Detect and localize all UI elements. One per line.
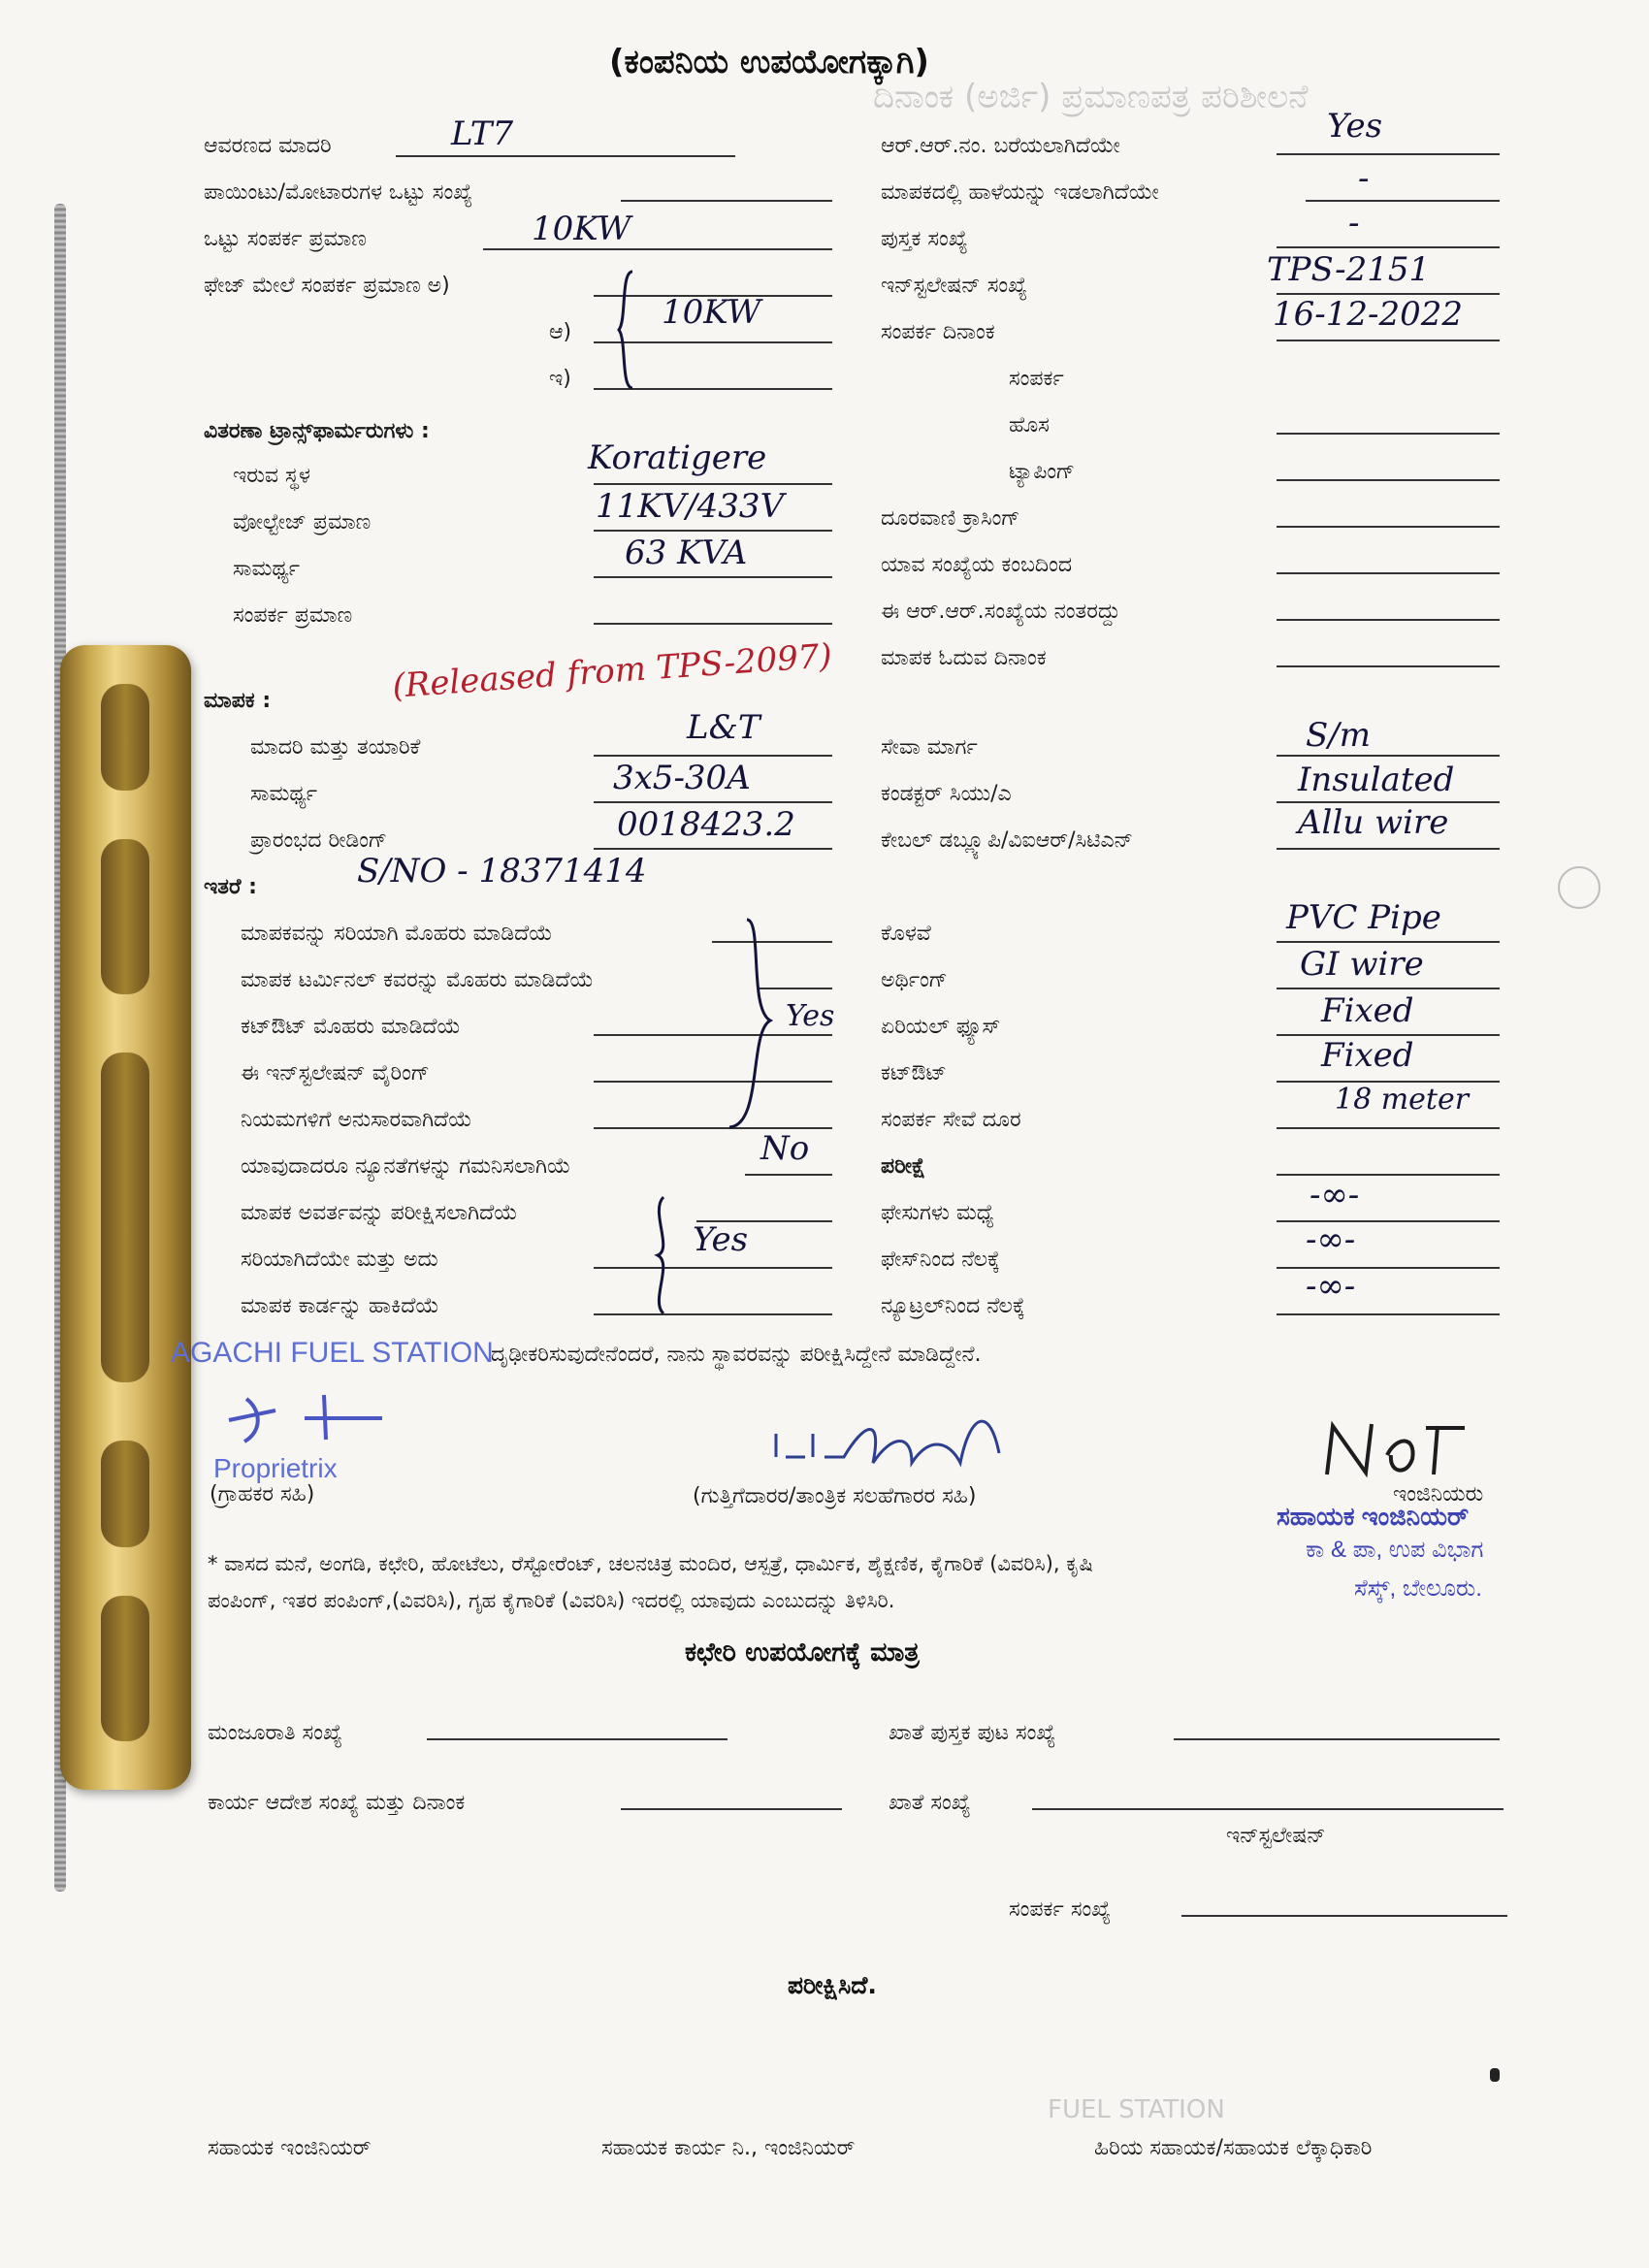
total-load-value: 10KW bbox=[532, 210, 631, 248]
cutout-label: ಕಟ್‌ಔಟ್ bbox=[881, 1061, 947, 1085]
footer-assistant-exec-engineer: ಸಹಾಯಕ ಕಾರ್ಯ ನಿ., ಇಂಜಿನಿಯರ್ bbox=[601, 2136, 856, 2160]
rules-label: ನಿಯಮಗಳಿಗೆ ಅನುಸಾರವಾಗಿದೆಯೆ bbox=[241, 1108, 472, 1132]
fuel-station-stamp: AGACHI FUEL STATION bbox=[171, 1337, 494, 1369]
ae-stamp-subdivision: ಕಾ & ಪಾ, ಉಪ ವಿಭಾಗ bbox=[1306, 1537, 1484, 1563]
rr-label: ಆರ್.ಆರ್.ನಂ. ಬರೆಯಲಾಗಿದೆಯೇ bbox=[881, 134, 1120, 158]
voltage-value: 11KV/433V bbox=[596, 487, 785, 526]
yes-value: Yes bbox=[786, 999, 835, 1033]
earthing-label: ಅರ್ಥಿಂಗ್ bbox=[881, 968, 948, 992]
verified-label: ಪರೀಕ್ಷಿಸಿದೆ. bbox=[788, 1971, 877, 1999]
meter-capacity-value: 3x5-30A bbox=[613, 759, 751, 797]
contractor-sign-label: (ಗುತ್ತಿಗೆದಾರರ/ತಾಂತ್ರಿಕ ಸಲಹೆಗಾರರ ಸಹಿ) bbox=[693, 1484, 977, 1508]
card-label: ಮಾಪಕ ಕಾರ್ಡನ್ನು ಹಾಕಿದೆಯೆ bbox=[241, 1294, 439, 1318]
aerial-fuse-value: Fixed bbox=[1321, 991, 1414, 1030]
model-value: LT7 bbox=[451, 114, 514, 153]
transformer-section-label: ವಿತರಣಾ ಟ್ರಾನ್ಸ್‌ಫಾರ್ಮರುಗಳು : bbox=[204, 419, 430, 443]
make-label: ಮಾದರಿ ಮತ್ತು ತಯಾರಿಕೆ bbox=[250, 735, 421, 760]
defects-value: No bbox=[760, 1129, 810, 1168]
between-phases-value: -∞- bbox=[1310, 1176, 1360, 1215]
meter-sheet-value: - bbox=[1358, 159, 1370, 198]
cable-label: ಕೇಬಲ್ ಡಬ್ಲ್ಯೂಪಿ/ವಿಐಆರ್/ಸಿಟಿಎನ್ bbox=[881, 828, 1134, 853]
installation-value: TPS-2151 bbox=[1267, 250, 1431, 289]
brace-mark bbox=[644, 1191, 683, 1317]
ink-dot bbox=[1490, 2068, 1500, 2082]
cable-value: Allu wire bbox=[1298, 803, 1449, 842]
test-label: ಪರೀಕ್ಷೆ bbox=[881, 1154, 926, 1179]
seal-label: ಮಾಪಕವನ್ನು ಸರಿಯಾಗಿ ಮೊಹರು ಮಾಡಿದೆಯೆ bbox=[241, 922, 553, 946]
phase-value: 10KW bbox=[662, 293, 761, 332]
phase-earth-value: -∞- bbox=[1306, 1220, 1356, 1259]
location-value: Koratigere bbox=[588, 438, 767, 477]
footer-accounts-officer: ಹಿರಿಯ ಸಹಾಯಕ/ಸಹಾಯಕ ಲೆಕ್ಕಾಧಿಕಾರಿ bbox=[1094, 2136, 1373, 2160]
installation-label: ಇನ್‌ಸ್ಟಲೇಷನ್ ಸಂಖ್ಯೆ bbox=[881, 274, 1028, 298]
form-title: (ಕಂಪನಿಯ ಉಪಯೋಗಕ್ಕಾಗಿ) bbox=[609, 43, 929, 81]
released-note: (Released from TPS-2097) bbox=[391, 636, 833, 706]
ae-stamp-place: ಸೆಸ್ಕ್, ಬೇಲೂರು. bbox=[1354, 1575, 1482, 1602]
service-distance-label: ಸಂಪರ್ಕ ಸೇವೆ ದೂರ bbox=[881, 1108, 1021, 1132]
phase-a-label: ಫೇಜ್ ಮೇಲೆ ಸಂಪರ್ಕ ಪ್ರಮಾಣ ಅ) bbox=[204, 274, 450, 298]
phase-earth-label: ಫೇಸ್‌ನಿಂದ ನೆಲಕ್ಕೆ bbox=[881, 1247, 1000, 1272]
engineer-sign-label: ಇಂಜಿನಿಯರು bbox=[1393, 1482, 1484, 1507]
correct-label: ಸರಿಯಾಗಿದೆಯೇ ಮತ್ತು ಅದು bbox=[241, 1247, 438, 1272]
aerial-fuse-label: ಏರಿಯಲ್ ಫ್ಯೂಸ್ bbox=[881, 1015, 1001, 1039]
initial-reading-label: ಪ್ರಾರಂಭದ ರೀಡಿಂಗ್ bbox=[250, 828, 388, 853]
phone-crossing-label: ದೂರವಾಣಿ ಕ್ರಾಸಿಂಗ್ bbox=[881, 506, 1020, 531]
office-use-title: ಕಛೇರಿ ಉಪಯೋಗಕ್ಕೆ ಮಾತ್ರ bbox=[685, 1637, 920, 1668]
after-rr-label: ಈ ಆರ್.ಆರ್.ಸಂಖ್ಯೆಯ ನಂತರದ್ದು bbox=[881, 599, 1121, 624]
points-label: ಪಾಯಿಂಟು/ಮೋಟಾರುಗಳ ಒಟ್ಟು ಸಂಖ್ಯೆ bbox=[204, 180, 473, 205]
neutral-earth-label: ನ್ಯೂಟ್ರಲ್‌ನಿಂದ ನೆಲಕ್ಕೆ bbox=[881, 1294, 1025, 1318]
ae-stamp: ಸಹಾಯಕ ಇಂಜಿನಿಯರ್ bbox=[1277, 1502, 1470, 1531]
connection-number-label: ಸಂಪರ್ಕ ಸಂಖ್ಯೆ bbox=[1009, 1897, 1112, 1922]
bleed-through-stamp: FUEL STATION bbox=[1048, 2095, 1225, 2124]
voltage-label: ವೋಲ್ಟೇಜ್ ಪ್ರಮಾಣ bbox=[233, 510, 372, 535]
book-label: ಪುಸ್ತಕ ಸಂಖ್ಯೆ bbox=[881, 227, 968, 251]
earthing-value: GI wire bbox=[1300, 945, 1424, 984]
file-fastener bbox=[60, 645, 191, 1790]
meter-capacity-label: ಸಾಮರ್ಥ್ಯ bbox=[250, 782, 318, 806]
proprietrix-stamp: Proprietrix bbox=[213, 1453, 338, 1483]
engineer-signature bbox=[1319, 1416, 1484, 1484]
footer-assistant-engineer: ಸಹಾಯಕ ಇಂಜಿನಿಯರ್ bbox=[208, 2136, 372, 2160]
others-section-label: ಇತರೆ : bbox=[204, 875, 257, 899]
service-line-label: ಸೇವಾ ಮಾರ್ಗ bbox=[881, 735, 978, 760]
rotation-label: ಮಾಪಕ ಅವರ್ತವನ್ನು ಪರೀಕ್ಷಿಸಲಾಗಿದೆಯೆ bbox=[241, 1201, 518, 1225]
sanction-label: ಮಂಜೂರಾತಿ ಸಂಖ್ಯೆ bbox=[208, 1721, 342, 1745]
total-load-label: ಒಟ್ಟು ಸಂಪರ್ಕ ಪ್ರಮಾಣ bbox=[204, 227, 367, 251]
between-phases-label: ಫೇಸುಗಳು ಮಧ್ಯೆ bbox=[881, 1201, 994, 1225]
ledger-page-label: ಖಾತೆ ಪುಸ್ತಕ ಪುಟ ಸಂಖ್ಯೆ bbox=[889, 1721, 1056, 1745]
neutral-earth-value: -∞- bbox=[1306, 1267, 1356, 1306]
pipe-label: ಕೊಳವೆ bbox=[881, 922, 931, 946]
customer-sign-label: (ಗ್ರಾಹಕರ ಸಹಿ) bbox=[210, 1482, 315, 1507]
conductor-value: Insulated bbox=[1298, 761, 1455, 799]
initial-reading-value: 0018423.2 bbox=[617, 805, 795, 844]
location-label: ಇರುವ ಸ್ಥಳ bbox=[233, 464, 310, 488]
meter-sheet-label: ಮಾಪಕದಲ್ಲಿ ಹಾಳೆಯನ್ನು ಇಡಲಾಗಿದೆಯೇ bbox=[881, 180, 1159, 205]
customer-signature bbox=[217, 1381, 411, 1459]
capacity-label: ಸಾಮರ್ಥ್ಯ bbox=[233, 557, 301, 581]
make-value: L&T bbox=[687, 708, 760, 747]
note-line-2: ಪಂಪಿಂಗ್, ಇತರ ಪಂಪಿಂಗ್,(ವಿವರಿಸಿ), ಗೃಹ ಕೈಗಾರಿಕೆ (ವಿವರಿಸಿ) ಇದರಲ್ಲಿ ಯಾವುದು ಎಂಬುದನ್ನು ತಿಳಿಸಿರಿ. bbox=[208, 1589, 895, 1612]
model-label: ಆವರಣದ ಮಾದರಿ bbox=[204, 134, 332, 158]
connection-label: ಸಂಪರ್ಕ bbox=[1009, 367, 1064, 391]
wiring-label: ಈ ಇನ್‌ಸ್ಟಲೇಷನ್ ವೈರಿಂಗ್ bbox=[241, 1061, 430, 1085]
cutout-seal-label: ಕಟ್‌ಔಟ್ ಮೊಹರು ಮಾಡಿದೆಯೆ bbox=[241, 1015, 461, 1039]
cutout-value: Fixed bbox=[1321, 1036, 1414, 1075]
terminal-cover-label: ಮಾಪಕ ಟರ್ಮಿನಲ್ ಕವರನ್ನು ಮೊಹರು ಮಾಡಿದೆಯೆ bbox=[241, 968, 594, 992]
book-value: - bbox=[1348, 204, 1360, 243]
reading-date-label: ಮಾಪಕ ಓದುವ ದಿನಾಂಕ bbox=[881, 646, 1047, 670]
bleed-through: ದಿನಾಂಕ (ಅರ್ಜಿ) ಪ್ರಮಾಣಪತ್ರ ಪರಿಶೀಲನೆ bbox=[873, 78, 1309, 116]
pole-label: ಯಾವ ಸಂಖ್ಯೆಯ ಕಂಬದಿಂದ bbox=[881, 553, 1073, 577]
phase-b-label: ಆ) bbox=[549, 320, 572, 344]
service-line-value: S/m bbox=[1306, 716, 1371, 755]
service-distance-value: 18 meter bbox=[1335, 1083, 1470, 1117]
connection-date-value: 16-12-2022 bbox=[1273, 295, 1464, 334]
conductor-label: ಕಂಡಕ್ಟರ್ ಸಿಯು/ಎ bbox=[881, 782, 1012, 806]
note-line-1: * ವಾಸದ ಮನೆ, ಅಂಗಡಿ, ಕಛೇರಿ, ಹೋಟೆಲು, ರೆಸ್ಟೋರೆಂಟ್, ಚಲನಚಿತ್ರ ಮಂದಿರ, ಆಸ್ಪತ್ರೆ, ಧಾರ್ಮಿಕ, ಶೈಕ್ಷಣಿಕ, ಕೈಗಾರಿಕೆ (ವಿವರಿಸಿ), ಕೃಷಿ bbox=[208, 1552, 1093, 1575]
transformer-load-label: ಸಂಪರ್ಕ ಪ್ರಮಾಣ bbox=[233, 603, 353, 628]
phase-c-label: ಇ) bbox=[549, 367, 571, 391]
brace-mark bbox=[613, 262, 652, 398]
punch-hole bbox=[1558, 866, 1600, 909]
contractor-signature bbox=[766, 1376, 1057, 1482]
new-label: ಹೊಸ bbox=[1009, 413, 1050, 437]
declaration-text: ದೃಢೀಕರಿಸುವುದೇನೆಂದರೆ, ನಾನು ಸ್ಥಾವರವನ್ನು ಪರೀಕ್ಷಿಸಿದ್ದೇನೆ ಮಾಡಿದ್ದೇನೆ. bbox=[491, 1343, 982, 1367]
meter-section-label: ಮಾಪಕ : bbox=[204, 689, 272, 713]
installation-office-label: ಇನ್‌ಸ್ಟಲೇಷನ್ bbox=[1226, 1824, 1326, 1848]
work-order-label: ಕಾರ್ಯ ಆದೇಶ ಸಂಖ್ಯೆ ಮತ್ತು ದಿನಾಂಕ bbox=[208, 1791, 466, 1815]
connection-date-label: ಸಂಪರ್ಕ ದಿನಾಂಕ bbox=[881, 320, 995, 344]
serial-value: S/NO - 18371414 bbox=[357, 852, 647, 891]
pipe-value: PVC Pipe bbox=[1286, 898, 1441, 937]
account-no-label: ಖಾತೆ ಸಂಖ್ಯೆ bbox=[889, 1791, 971, 1815]
defects-label: ಯಾವುದಾದರೂ ನ್ಯೂನತೆಗಳನ್ನು ಗಮನಿಸಲಾಗಿಯೆ bbox=[241, 1154, 571, 1179]
brace-mark bbox=[720, 912, 778, 1135]
yes2-value: Yes bbox=[693, 1220, 749, 1259]
tapping-label: ಟ್ಯಾಪಿಂಗ್ bbox=[1009, 460, 1076, 484]
rr-value: Yes bbox=[1327, 107, 1383, 146]
capacity-value: 63 KVA bbox=[625, 534, 748, 572]
